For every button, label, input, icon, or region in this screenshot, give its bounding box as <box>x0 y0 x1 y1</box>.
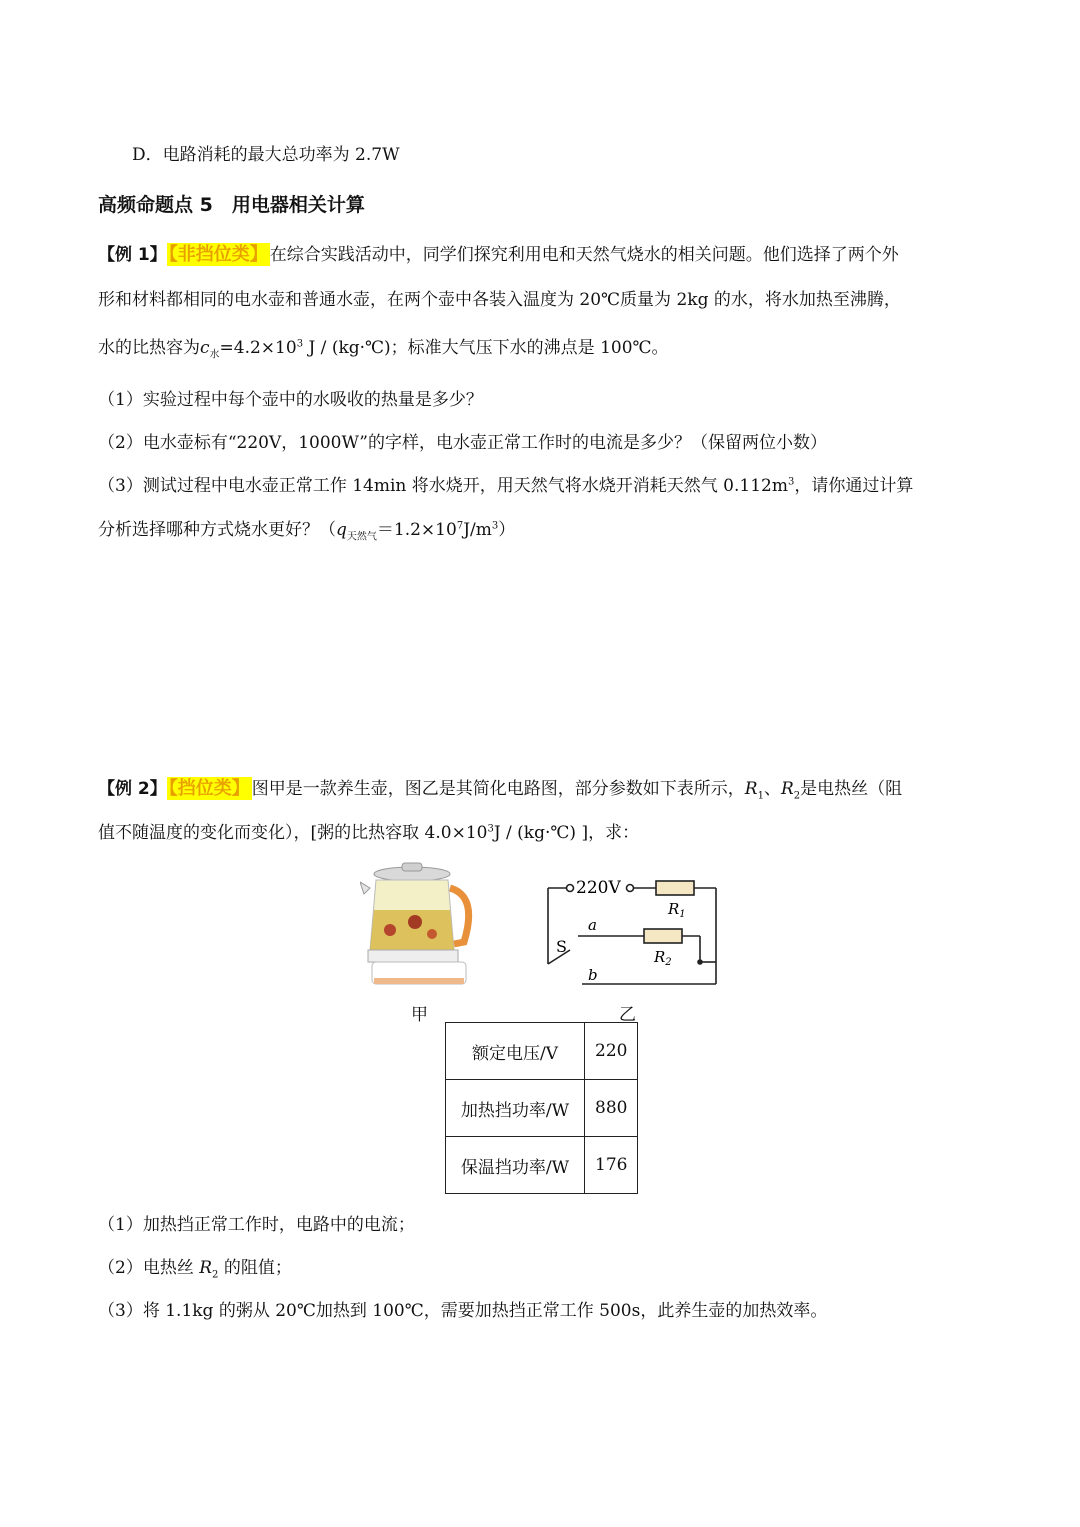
r2-resistor <box>644 929 682 943</box>
q-value: ＝1.2×10 <box>376 520 457 540</box>
ex1-text3b: =4.2×10 <box>219 338 297 358</box>
param-name: 保温挡功率/W <box>446 1137 585 1194</box>
option-d: D．电路消耗的最大总功率为 2.7W <box>132 145 400 165</box>
ex2-text2a: 值不随温度的变化而变化），[粥的比热容取 4.0×10 <box>98 823 488 843</box>
ex2-q3: （3）将 1.1kg 的粥从 20℃加热到 100℃，需要加热挡正常工作 500s，此养生壶的加热效率。 <box>98 1301 828 1321</box>
ex1-q3a-sup: 3 <box>787 476 795 488</box>
ex1-q3-line1 <box>98 471 913 496</box>
terminal-a-label: a <box>588 916 597 934</box>
ex1-q2: （2）电水壶标有“220V，1000W”的字样，电水壶正常工作时的电流是多少？（保留两位小数） <box>98 433 827 453</box>
r1-resistor <box>656 881 694 895</box>
param-value: 880 <box>585 1080 638 1137</box>
ex1-q3a: （3）测试过程中电水壶正常工作 14min 将水烧开，用天然气将水烧开消耗天然气 0.112m <box>98 476 788 496</box>
param-name: 额定电压/V <box>446 1023 585 1080</box>
ex1-q1: （1）实验过程中每个壶中的水吸收的热量是多少？ <box>98 390 483 410</box>
ex1-q3-line2 <box>98 515 515 542</box>
r2-symbol: R <box>780 779 794 799</box>
c-subscript: 水 <box>209 349 220 361</box>
param-name: 加热挡功率/W <box>446 1080 585 1137</box>
junction-dot <box>697 959 703 965</box>
ex1-text3a: 水的比热容为 <box>98 338 200 358</box>
ex2-text2b: J / (kg·℃) ]，求： <box>493 823 640 843</box>
ex2-q2b: 的阻值； <box>218 1258 292 1278</box>
ex2-label: 【例 2】 <box>98 779 167 799</box>
ex1-sup: 3 <box>296 338 304 350</box>
r1-symbol: R <box>744 779 758 799</box>
ex2-sep: 、 <box>763 779 781 799</box>
r2-subscript: 2 <box>793 790 801 802</box>
terminal-left <box>567 885 574 892</box>
q-subscript: 天然气 <box>346 531 377 543</box>
ex2-text1a: 图甲是一款养生壶，图乙是其简化电路图，部分参数如下表所示， <box>251 779 745 799</box>
c-symbol: c <box>200 338 210 358</box>
q2-r-symbol: R <box>199 1258 213 1278</box>
table-row <box>446 1080 638 1137</box>
caption-jia: 甲 <box>411 1005 428 1025</box>
ex1-line1 <box>98 240 899 266</box>
parameter-table <box>445 1022 638 1194</box>
voltage-label: 220V <box>576 878 621 898</box>
ex1-text3c: J / (kg·℃)；标准大气压下水的沸点是 100℃。 <box>303 338 669 358</box>
circuit-diagram <box>540 872 730 992</box>
ex2-text1b: 是电热丝（阻 <box>800 779 903 799</box>
r2-label: $R_2$ <box>654 948 672 968</box>
ex1-text2: 形和材料都相同的电水壶和普通水壶，在两个壶中各装入温度为 20℃质量为 2kg 的水，将水加热至沸腾， <box>98 290 901 310</box>
ex2-line1 <box>98 774 902 801</box>
kettle-image <box>360 860 480 990</box>
terminal-b-label: b <box>588 966 598 984</box>
param-value: 220 <box>585 1023 638 1080</box>
switch-label: S <box>556 937 567 956</box>
terminal-right <box>627 885 634 892</box>
ex2-q2a: （2）电热丝 <box>98 1258 200 1278</box>
ex1-q3a-end: ，请你通过计算 <box>794 476 914 496</box>
ex2-line2 <box>98 818 639 843</box>
ex1-label: 【例 1】 <box>98 245 167 265</box>
ex2-tag: 【挡位类】 <box>168 778 250 799</box>
q-end: ） <box>498 520 516 540</box>
q-sup1: 7 <box>456 520 464 532</box>
ex1-line3 <box>98 333 669 360</box>
caption-yi: 乙 <box>619 1005 636 1025</box>
param-value: 176 <box>585 1137 638 1194</box>
q-symbol: q <box>336 520 347 540</box>
ex1-tag: 【非挡位类】 <box>168 244 268 265</box>
ex1-q3b: 分析选择哪种方式烧水更好？（ <box>98 520 336 540</box>
r1-subscript: 1 <box>757 790 764 802</box>
q-sup2: 3 <box>491 520 499 532</box>
ex2-q1: （1）加热挡正常工作时，电路中的电流； <box>98 1215 415 1235</box>
section-title: 高频命题点 5 用电器相关计算 <box>98 194 365 216</box>
table-row <box>446 1023 638 1080</box>
q2-r-subscript: 2 <box>212 1269 219 1281</box>
ex2-sup: 3 <box>487 823 494 835</box>
ex2-q2 <box>98 1253 292 1280</box>
ex1-text1: 在综合实践活动中，同学们探究利用电和天然气烧水的相关问题。他们选择了两个外 <box>269 245 899 265</box>
table-row <box>446 1137 638 1194</box>
r1-label: $R_1$ <box>668 900 686 920</box>
q-unit: J/m <box>463 520 492 540</box>
